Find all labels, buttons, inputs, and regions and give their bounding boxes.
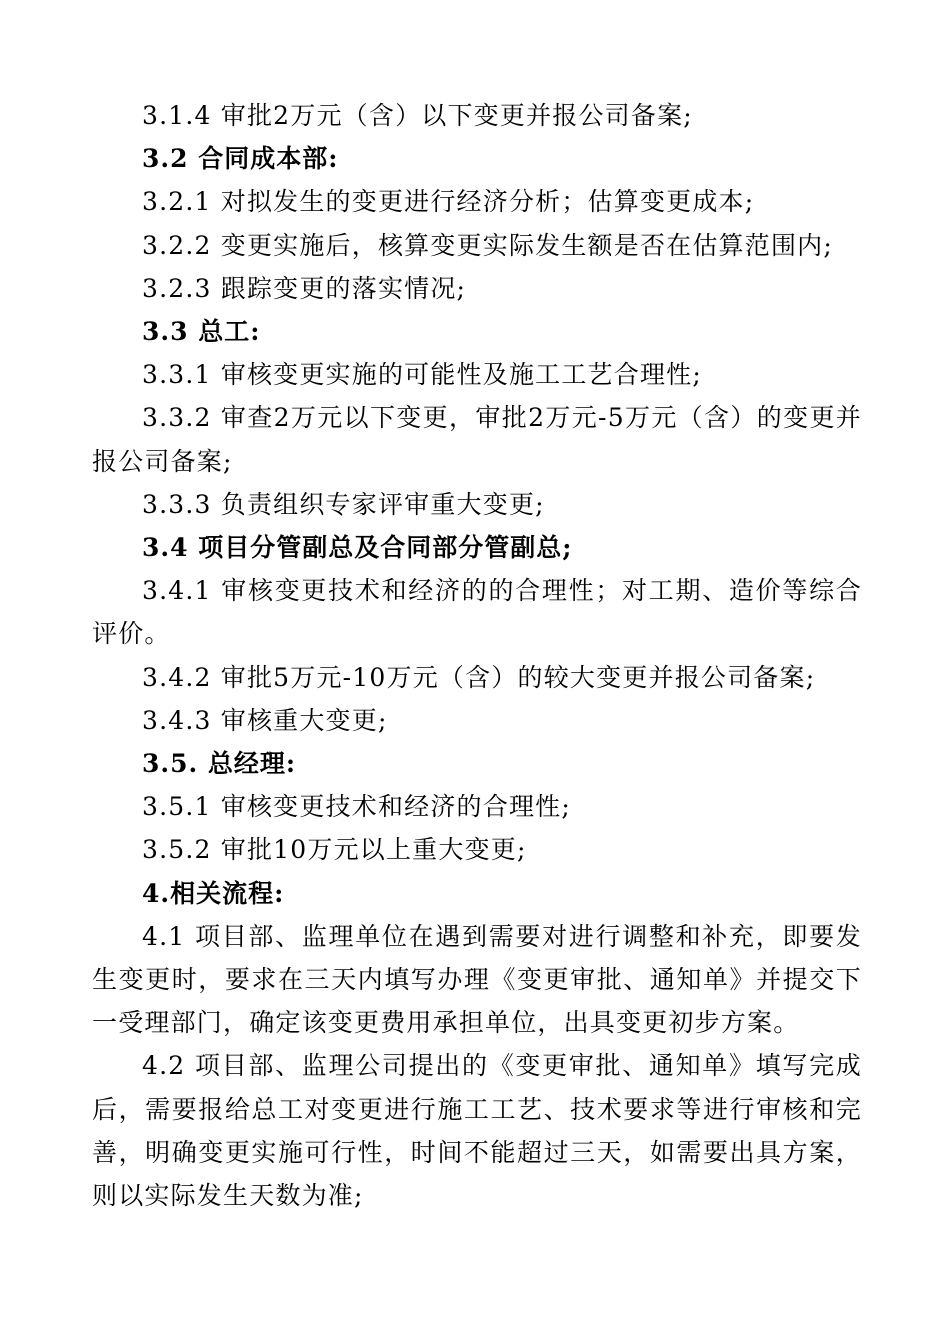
clause-3-4-1: 3.4.1 审核变更技术和经济的的合理性；对工期、造价等综合评价。 (92, 576, 862, 649)
clause-3-3-2: 3.3.2 审查2万元以下变更，审批2万元-5万元（含）的变更并报公司备案; (92, 403, 862, 476)
clause-3-3-3: 3.3.3 负责组织专家评审重大变更; (142, 489, 545, 519)
clause-3-2-3: 3.2.3 跟踪变更的落实情况; (142, 273, 467, 303)
clause-3-2-2: 3.2.2 变更实施后，核算变更实际发生额是否在估算范围内; (142, 230, 833, 260)
clause-4-2: 4.2 项目部、监理公司提出的《变更审批、通知单》填写完成后，需要报给总工对变更进行施工工艺、技术要求等进行审核和完善，明确变更实施可行性，时间不能超过三天，如需要出具方案，则以实际发生天数为准; (92, 1051, 862, 1211)
clause-3-5-1: 3.5.1 审核变更技术和经济的合理性; (142, 792, 571, 822)
clause-3-5-2: 3.5.2 审批10万元以上重大变更; (142, 835, 527, 865)
section-heading-3-5: 3.5. 总经理: (142, 749, 297, 779)
clause-3-2-1: 3.2.1 对拟发生的变更进行经济分析；估算变更成本; (142, 187, 755, 217)
section-heading-3-3: 3.3 总工: (142, 317, 261, 347)
section-heading-4: 4.相关流程: (142, 878, 285, 908)
clause-3-4-3: 3.4.3 审核重大变更; (142, 705, 388, 735)
clause-4-1: 4.1 项目部、监理单位在遇到需要对进行调整和补充，即要发生变更时，要求在三天内填写办理《变更审批、通知单》并提交下一受理部门，确定该变更费用承担单位，出具变更初步方案。 (92, 921, 862, 1038)
section-heading-3-2: 3.2 合同成本部: (142, 144, 339, 174)
clause-3-3-1: 3.3.1 审核变更实施的可能性及施工工艺合理性; (142, 360, 702, 390)
section-heading-3-4: 3.4 项目分管副总及合同部分管副总; (142, 533, 573, 563)
clause-3-4-2: 3.4.2 审批5万元-10万元（含）的较大变更并报公司备案; (142, 662, 816, 692)
document-body (92, 94, 862, 1217)
clause-3-1-4: 3.1.4 审批2万元（含）以下变更并报公司备案; (142, 101, 693, 130)
